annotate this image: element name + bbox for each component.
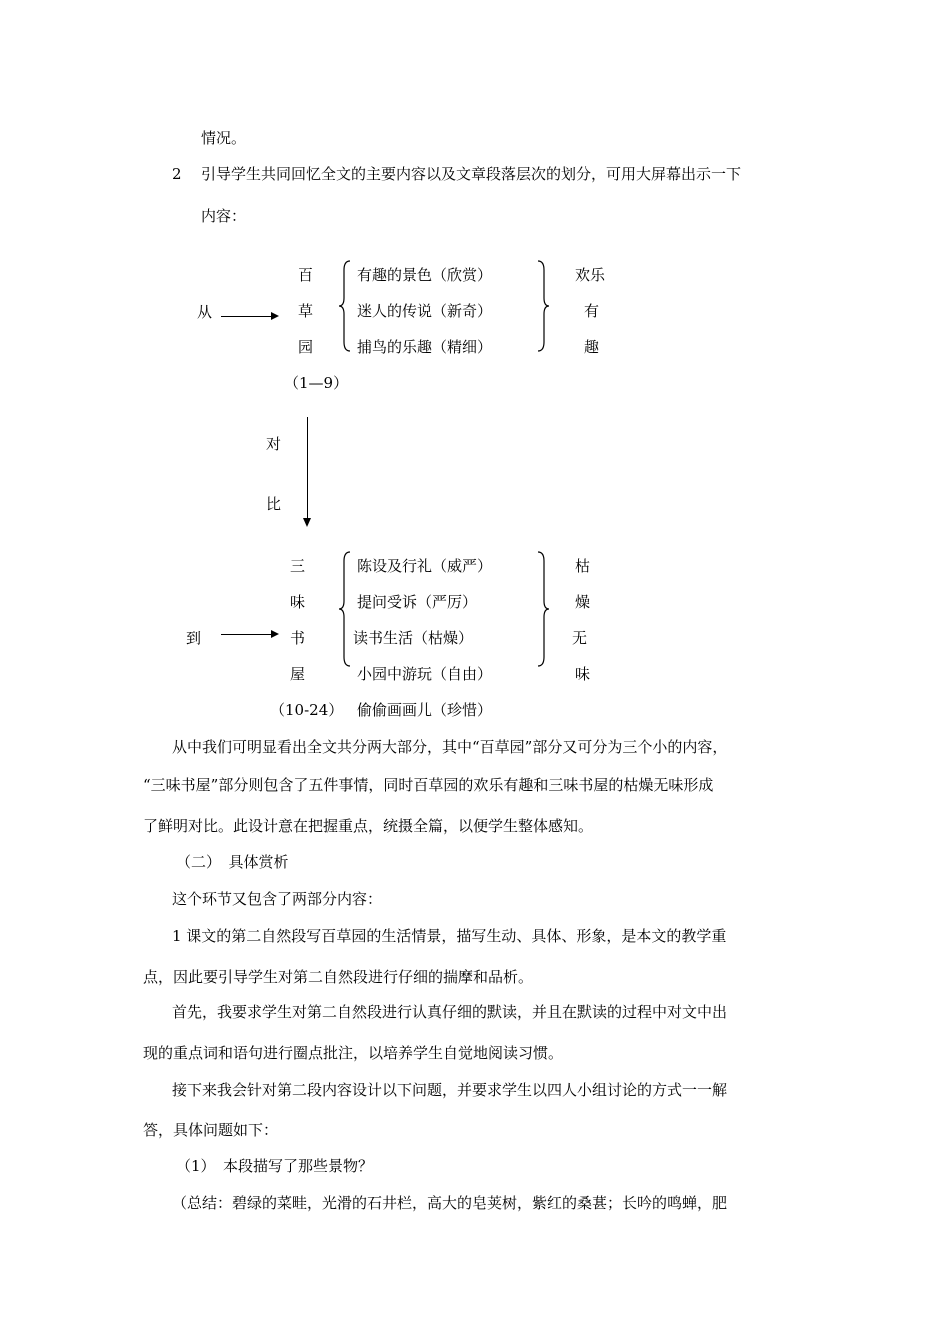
paragraph-text: 首先，我要求学生对第二自然段进行认真仔细的默读，并且在默读的过程中对文中出 xyxy=(172,1003,728,1021)
to-label: 到 xyxy=(186,629,202,647)
contrast-label: 对 xyxy=(266,435,282,453)
list-number: 2 xyxy=(172,165,182,183)
paragraph-text: 情况。 xyxy=(201,129,247,147)
part1-title-char: 百 xyxy=(298,266,314,284)
part2-item: 读书生活（枯燥） xyxy=(353,629,474,647)
paragraph-text: 引导学生共同回忆全文的主要内容以及文章段落层次的划分，可用大屏幕出示一下 xyxy=(201,165,742,183)
part1-item: 迷人的传说（新奇） xyxy=(357,302,493,320)
part2-title-char: 三 xyxy=(290,557,306,575)
part2-summary: 燥 xyxy=(575,593,591,611)
section-heading: （二） 具体赏析 xyxy=(176,853,289,871)
left-brace-icon xyxy=(338,551,352,667)
paragraph-text: 从中我们可明显看出全文共分两大部分，其中“百草园”部分又可分为三个小的内容， xyxy=(172,738,728,756)
part1-summary: 有 xyxy=(584,302,600,320)
arrow-right-icon xyxy=(221,634,277,635)
paragraph-text: 点，因此要引导学生对第二自然段进行仔细的揣摩和品析。 xyxy=(143,968,534,986)
from-label: 从 xyxy=(197,303,213,321)
paragraph-text: “三味书屋”部分则包含了五件事情，同时百草园的欢乐有趣和三味书屋的枯燥无味形成 xyxy=(143,776,714,794)
right-brace-icon xyxy=(536,260,550,352)
arrow-down-icon xyxy=(307,417,308,525)
part1-title-char: 园 xyxy=(298,338,314,356)
paragraph-text: 1 课文的第二自然段写百草园的生活情景，描写生动、具体、形象，是本文的教学重 xyxy=(172,927,727,945)
paragraph-text: 答，具体问题如下： xyxy=(143,1121,279,1139)
paragraph-text: 现的重点词和语句进行圈点批注，以培养学生自觉地阅读习惯。 xyxy=(143,1044,564,1062)
question-item: （1） 本段描写了那些景物？ xyxy=(176,1157,374,1175)
part1-summary: 趣 xyxy=(584,338,600,356)
part1-item: 有趣的景色（欣赏） xyxy=(357,266,493,284)
part2-item: 偷偷画画儿（珍惜） xyxy=(357,701,493,719)
part2-title-char: 书 xyxy=(290,629,306,647)
part2-title-char: 味 xyxy=(290,593,306,611)
paragraph-text: 这个环节又包含了两部分内容： xyxy=(172,890,383,908)
part2-summary: 无 xyxy=(572,629,588,647)
part1-range: （1—9） xyxy=(284,374,349,392)
paragraph-text: （总结：碧绿的菜畦，光滑的石井栏，高大的皂荚树，紫红的桑葚；长吟的鸣蝉，肥 xyxy=(172,1194,728,1212)
paragraph-text: 接下来我会针对第二段内容设计以下问题，并要求学生以四人小组讨论的方式一一解 xyxy=(172,1081,728,1099)
part1-title-char: 草 xyxy=(298,302,314,320)
part2-summary: 枯 xyxy=(575,557,591,575)
contrast-label: 比 xyxy=(266,495,282,513)
part2-item: 提问受诉（严厉） xyxy=(357,593,478,611)
part1-item: 捕鸟的乐趣（精细） xyxy=(357,338,493,356)
right-brace-icon xyxy=(536,551,550,667)
part2-title-char: 屋 xyxy=(290,665,306,683)
part2-summary: 味 xyxy=(575,665,591,683)
paragraph-text: 了鲜明对比。此设计意在把握重点，统摄全篇，以便学生整体感知。 xyxy=(143,817,594,835)
paragraph-text: 内容： xyxy=(201,207,247,225)
part2-item: 小园中游玩（自由） xyxy=(357,665,493,683)
part1-summary: 欢乐 xyxy=(575,266,606,284)
arrow-right-icon xyxy=(221,316,277,317)
part2-item: 陈设及行礼（威严） xyxy=(357,557,493,575)
left-brace-icon xyxy=(338,260,352,352)
part2-range: （10-24） xyxy=(270,701,344,719)
